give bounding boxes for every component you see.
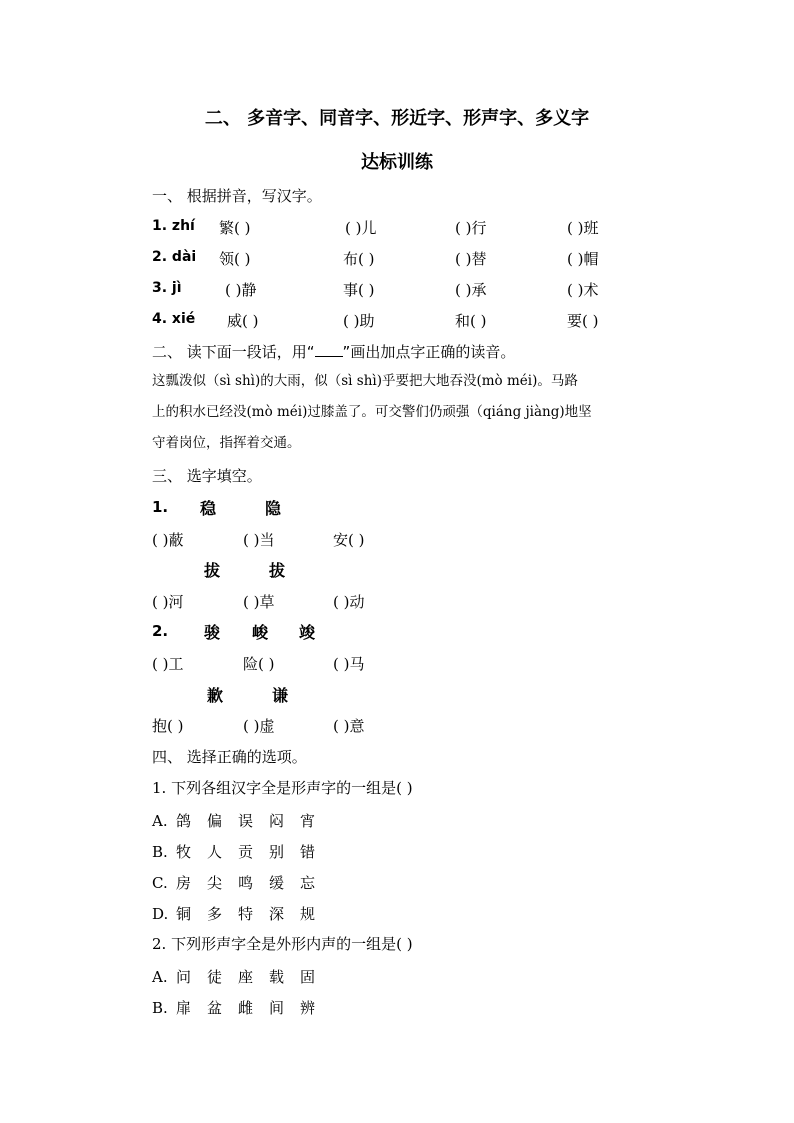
option-label: A. (152, 812, 168, 830)
fill-item: 抱( ) (152, 717, 184, 735)
fill-item: ( )静 (225, 281, 257, 299)
option-label: D. (152, 905, 169, 923)
option-char: 铜 (176, 905, 192, 923)
option-char: 贡 (238, 843, 254, 861)
option-char: 固 (300, 968, 316, 986)
option-char: 别 (269, 843, 285, 861)
fill-item: ( )儿 (345, 219, 377, 237)
fill-item: 要( ) (567, 312, 599, 330)
option-label: A. (152, 968, 168, 986)
pinyin-label: 3. jì (152, 280, 182, 296)
section1-heading: 一、 根据拼音，写汉字。 (152, 187, 322, 205)
option-label: B. (152, 843, 168, 861)
fill-item: ( )替 (455, 250, 487, 268)
page-subtitle: 达标训练 (361, 152, 433, 173)
fill-item: ( )班 (567, 219, 599, 237)
fill-item: ( )虚 (243, 717, 275, 735)
option-char: 人 (207, 843, 223, 861)
pinyin-label: 4. xié (152, 311, 196, 327)
option-char: 偏 (207, 812, 223, 830)
option-a (152, 810, 331, 831)
fill-item: ( )工 (152, 655, 184, 673)
fill-item: ( )帽 (567, 250, 599, 268)
option-char: 规 (300, 905, 316, 923)
choice-char: 拔 (204, 561, 221, 580)
fill-item: ( )蔽 (152, 531, 184, 549)
fill-item: ( )马 (333, 655, 365, 673)
option-char: 载 (269, 968, 285, 986)
option-char: 鸣 (238, 874, 254, 892)
fill-item: 险( ) (243, 655, 275, 673)
choice-char: 稳 (200, 499, 217, 518)
passage-line: 上的积水已经没(mò méi)过膝盖了。可交警们仍顽强（qiáng jiàng)地坚 (152, 404, 592, 420)
option-char: 宵 (300, 812, 316, 830)
question-1: 1. 下列各组汉字全是形声字的一组是( ) (152, 779, 413, 797)
fill-item: 繁( ) (219, 219, 251, 237)
fill-item: 领( ) (219, 250, 251, 268)
option-c (152, 872, 331, 893)
pinyin-label: 1. zhí (152, 218, 195, 234)
fill-item: 安( ) (333, 531, 365, 549)
option-char: 间 (269, 999, 285, 1017)
option-label: C. (152, 874, 168, 892)
passage-line: 这瓢泼似（sì shì)的大雨，似（sì shì)乎要把大地吞没(mò méi)。马路 (152, 373, 578, 389)
reading-passage (152, 366, 682, 459)
question-2: 2. 下列形声字全是外形内声的一组是( ) (152, 935, 413, 953)
group-number: 1. (152, 498, 169, 516)
option-label: B. (152, 999, 168, 1017)
fill-item: ( )术 (567, 281, 599, 299)
option-char: 鸽 (176, 812, 192, 830)
choice-char: 歉 (207, 686, 224, 705)
choice-char: 竣 (299, 623, 316, 642)
fill-item: ( )动 (333, 593, 365, 611)
option-char: 多 (207, 905, 223, 923)
option-char: 扉 (176, 999, 192, 1017)
fill-item: ( )河 (152, 593, 184, 611)
passage-line: 守着岗位，指挥着交通。 (152, 435, 301, 451)
choice-char: 骏 (204, 623, 221, 642)
fill-item: ( )行 (455, 219, 487, 237)
option-char: 辨 (300, 999, 316, 1017)
option-char: 徒 (207, 968, 223, 986)
option-d (152, 903, 331, 924)
option-char: 房 (176, 874, 192, 892)
fill-item: 威( ) (227, 312, 259, 330)
section2-heading-pre: 二、 读下面一段话，用“ (152, 343, 315, 361)
fill-item: 和( ) (455, 312, 487, 330)
option-char: 座 (238, 968, 254, 986)
option-char: 雌 (238, 999, 254, 1017)
option-char: 深 (269, 905, 285, 923)
option-char: 特 (238, 905, 254, 923)
fill-item: ( )草 (243, 593, 275, 611)
group-number: 2. (152, 622, 169, 640)
page-title: 二、 多音字、同音字、形近字、形声字、多义字 (204, 108, 590, 129)
pinyin-label: 2. dài (152, 249, 197, 265)
option-b (152, 997, 331, 1018)
option-char: 盆 (207, 999, 223, 1017)
choice-char: 峻 (252, 623, 269, 642)
choice-char: 谦 (272, 686, 289, 705)
option-char: 闷 (269, 812, 285, 830)
option-char: 缓 (269, 874, 285, 892)
fill-item: ( )助 (343, 312, 375, 330)
choice-char: 隐 (265, 499, 282, 518)
fill-item: ( )承 (455, 281, 487, 299)
choice-char: 拔 (269, 561, 286, 580)
fill-item: 布( ) (343, 250, 375, 268)
underline-mark (315, 344, 343, 357)
fill-item: ( )意 (333, 717, 365, 735)
section2-heading (152, 342, 515, 362)
option-char: 错 (300, 843, 316, 861)
section4-heading: 四、 选择正确的选项。 (152, 748, 307, 766)
option-a (152, 966, 331, 987)
section2-heading-post: ”画出加点字正确的读音。 (342, 343, 516, 361)
fill-item: 事( ) (343, 281, 375, 299)
fill-item: ( )当 (243, 531, 275, 549)
option-char: 问 (176, 968, 192, 986)
option-char: 忘 (300, 874, 316, 892)
option-b (152, 841, 331, 862)
option-char: 尖 (207, 874, 223, 892)
option-char: 误 (238, 812, 254, 830)
option-char: 牧 (176, 843, 192, 861)
section3-heading: 三、 选字填空。 (152, 467, 262, 485)
